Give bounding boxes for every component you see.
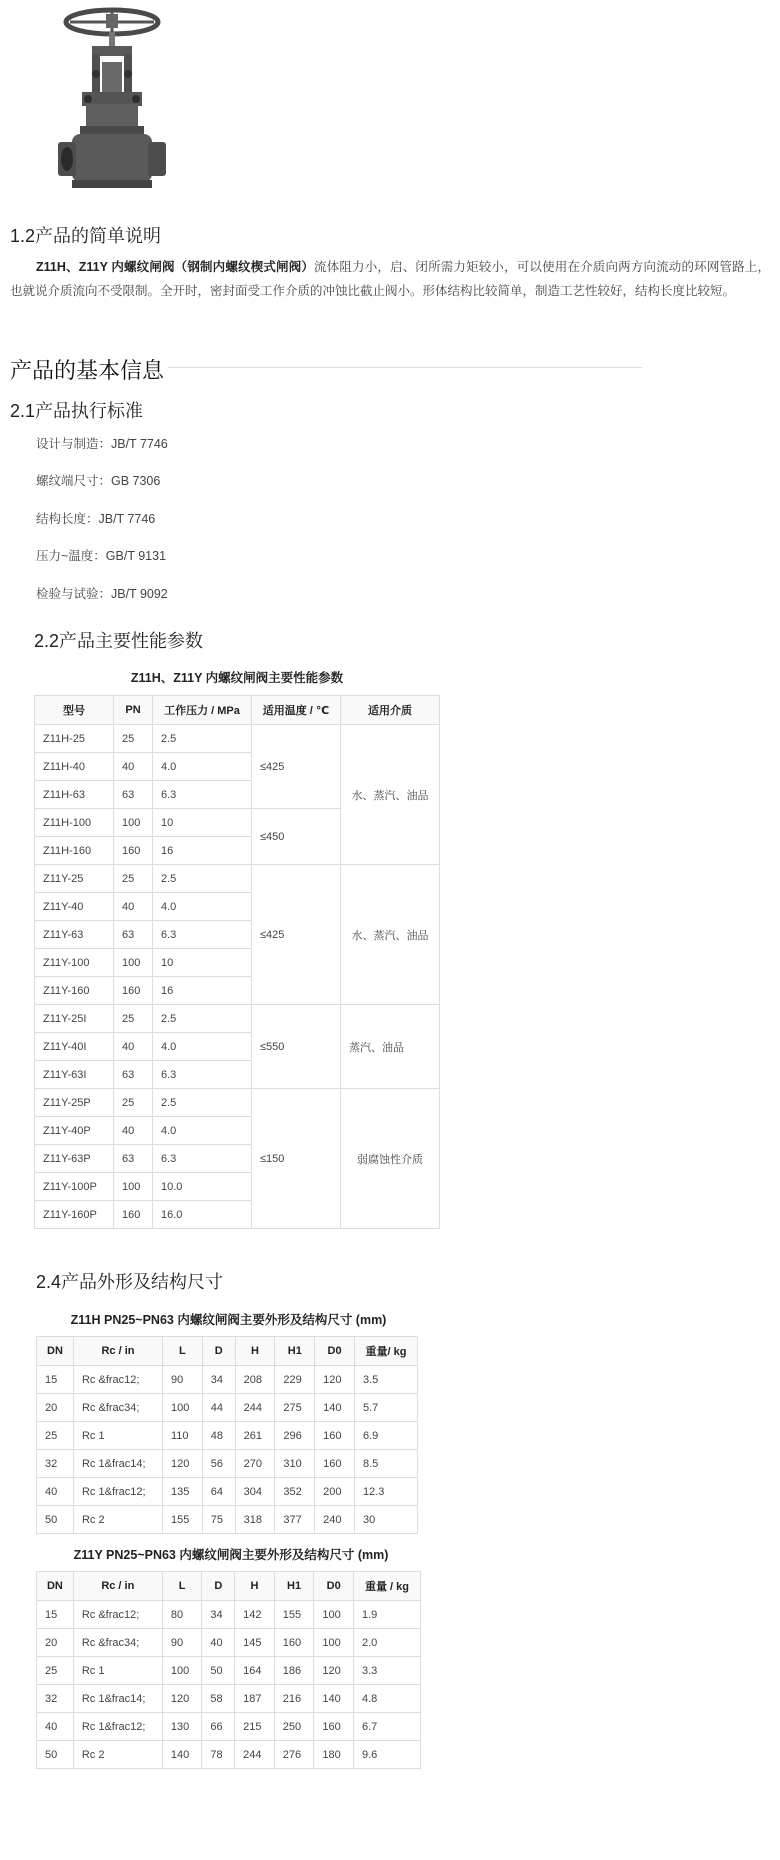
table-header-row: [35, 696, 440, 725]
pn-cell: 100: [114, 1173, 153, 1201]
d-cell: 58: [202, 1685, 235, 1713]
model-cell: Z11Y-160P: [35, 1201, 114, 1229]
column-header: H: [235, 1572, 275, 1601]
table-header-row: [37, 1337, 418, 1366]
table-row: [35, 1089, 440, 1117]
h-cell: 270: [235, 1450, 275, 1478]
weight-cell: 30: [355, 1506, 418, 1534]
column-header: Rc / in: [73, 1337, 162, 1366]
thread-cell: Rc 1&frac14;: [73, 1685, 162, 1713]
dn-cell: 50: [37, 1741, 74, 1769]
h1-cell: 155: [274, 1601, 314, 1629]
dn-cell: 50: [37, 1506, 74, 1534]
standard-item: 螺纹端尺寸：GB 7306: [36, 474, 161, 488]
temperature-cell: ≤450: [252, 809, 341, 865]
pn-cell: 160: [114, 1201, 153, 1229]
pressure-cell: 16: [153, 837, 252, 865]
weight-cell: 12.3: [355, 1478, 418, 1506]
standard-item: 结构长度：JB/T 7746: [36, 512, 156, 526]
pressure-cell: 16: [153, 977, 252, 1005]
model-cell: Z11Y-160: [35, 977, 114, 1005]
table-row: [37, 1450, 418, 1478]
dn-cell: 25: [37, 1657, 74, 1685]
model-cell: Z11Y-100: [35, 949, 114, 977]
pressure-cell: 16.0: [153, 1201, 252, 1229]
column-header: H: [235, 1337, 275, 1366]
pn-cell: 63: [114, 1145, 153, 1173]
h1-cell: 216: [274, 1685, 314, 1713]
column-header: L: [162, 1572, 202, 1601]
d-cell: 78: [202, 1741, 235, 1769]
model-cell: Z11Y-63I: [35, 1061, 114, 1089]
temperature-cell: ≤425: [252, 725, 341, 809]
weight-cell: 6.7: [354, 1713, 421, 1741]
h-cell: 304: [235, 1478, 275, 1506]
h-cell: 261: [235, 1422, 275, 1450]
z11h-dimension-table-caption: Z11H PN25~PN63 内螺纹闸阀主要外形及结构尺寸 (mm): [70, 1313, 387, 1327]
column-header: 型号: [35, 696, 114, 725]
model-cell: Z11H-160: [35, 837, 114, 865]
pressure-cell: 10: [153, 949, 252, 977]
table-row: [35, 725, 440, 753]
d0-cell: 140: [315, 1394, 355, 1422]
table-row: [37, 1478, 418, 1506]
pn-cell: 40: [114, 1117, 153, 1145]
thread-cell: Rc &frac12;: [73, 1601, 162, 1629]
pn-cell: 100: [114, 809, 153, 837]
d-cell: 48: [202, 1422, 235, 1450]
d0-cell: 160: [315, 1450, 355, 1478]
h-cell: 187: [235, 1685, 275, 1713]
thread-cell: Rc &frac12;: [73, 1366, 162, 1394]
weight-cell: 4.8: [354, 1685, 421, 1713]
weight-cell: 3.5: [355, 1366, 418, 1394]
model-cell: Z11Y-40P: [35, 1117, 114, 1145]
model-cell: Z11Y-40I: [35, 1033, 114, 1061]
thread-cell: Rc 2: [73, 1741, 162, 1769]
pn-cell: 25: [114, 865, 153, 893]
pn-cell: 25: [114, 1089, 153, 1117]
weight-cell: 1.9: [354, 1601, 421, 1629]
model-cell: Z11H-100: [35, 809, 114, 837]
pressure-cell: 2.5: [153, 1005, 252, 1033]
pressure-cell: 10: [153, 809, 252, 837]
section-1-2-title: 1.2产品的简单说明: [10, 226, 162, 246]
d-cell: 66: [202, 1713, 235, 1741]
table-row: [37, 1422, 418, 1450]
length-cell: 130: [162, 1713, 202, 1741]
table-row: [35, 1005, 440, 1033]
d0-cell: 200: [315, 1478, 355, 1506]
pn-cell: 25: [114, 1005, 153, 1033]
h1-cell: 310: [275, 1450, 315, 1478]
model-cell: Z11H-40: [35, 753, 114, 781]
heading-divider: [168, 367, 642, 368]
column-header: H1: [275, 1337, 315, 1366]
h1-cell: 229: [275, 1366, 315, 1394]
h1-cell: 352: [275, 1478, 315, 1506]
length-cell: 155: [162, 1506, 202, 1534]
pressure-cell: 6.3: [153, 781, 252, 809]
table-row: [37, 1741, 421, 1769]
column-header: D: [202, 1337, 235, 1366]
length-cell: 120: [162, 1685, 202, 1713]
length-cell: 140: [162, 1741, 202, 1769]
table-row: [37, 1394, 418, 1422]
d-cell: 44: [202, 1394, 235, 1422]
pn-cell: 100: [114, 949, 153, 977]
d0-cell: 100: [314, 1601, 354, 1629]
performance-table-caption: Z11H、Z11Y 内螺纹闸阀主要性能参数: [130, 671, 344, 685]
thread-cell: Rc 2: [73, 1506, 162, 1534]
h1-cell: 377: [275, 1506, 315, 1534]
h-cell: 318: [235, 1506, 275, 1534]
column-header: 适用介质: [341, 696, 440, 725]
table-row: [37, 1685, 421, 1713]
model-cell: Z11Y-63P: [35, 1145, 114, 1173]
column-header: D0: [314, 1572, 354, 1601]
h1-cell: 276: [274, 1741, 314, 1769]
pressure-cell: 10.0: [153, 1173, 252, 1201]
length-cell: 100: [162, 1394, 202, 1422]
z11h-dimension-table: [36, 1336, 418, 1534]
column-header: DN: [37, 1337, 74, 1366]
standard-item: 设计与制造：JB/T 7746: [36, 437, 168, 451]
pn-cell: 63: [114, 1061, 153, 1089]
h1-cell: 275: [275, 1394, 315, 1422]
thread-cell: Rc &frac34;: [73, 1629, 162, 1657]
pressure-cell: 2.5: [153, 725, 252, 753]
thread-cell: Rc 1: [73, 1657, 162, 1685]
temperature-cell: ≤150: [252, 1089, 341, 1229]
d0-cell: 140: [314, 1685, 354, 1713]
medium-cell: 水、蒸汽、油品: [341, 725, 440, 865]
dn-cell: 15: [37, 1366, 74, 1394]
column-header: H1: [274, 1572, 314, 1601]
weight-cell: 2.0: [354, 1629, 421, 1657]
pressure-cell: 6.3: [153, 921, 252, 949]
table-row: [37, 1713, 421, 1741]
pressure-cell: 6.3: [153, 1145, 252, 1173]
table-row: [37, 1657, 421, 1685]
dn-cell: 20: [37, 1629, 74, 1657]
length-cell: 135: [162, 1478, 202, 1506]
pn-cell: 40: [114, 1033, 153, 1061]
dn-cell: 32: [37, 1685, 74, 1713]
section-2-2-title: 2.2产品主要性能参数: [34, 631, 204, 651]
d-cell: 64: [202, 1478, 235, 1506]
model-cell: Z11Y-40: [35, 893, 114, 921]
d0-cell: 160: [314, 1713, 354, 1741]
length-cell: 90: [162, 1629, 202, 1657]
table-row: [35, 865, 440, 893]
dn-cell: 15: [37, 1601, 74, 1629]
length-cell: 120: [162, 1450, 202, 1478]
d0-cell: 120: [314, 1657, 354, 1685]
h-cell: 215: [235, 1713, 275, 1741]
dn-cell: 32: [37, 1450, 74, 1478]
pressure-cell: 2.5: [153, 865, 252, 893]
section-2-4-title: 2.4产品外形及结构尺寸: [36, 1272, 224, 1292]
length-cell: 110: [162, 1422, 202, 1450]
table-row: [37, 1366, 418, 1394]
weight-cell: 5.7: [355, 1394, 418, 1422]
column-header: Rc / in: [73, 1572, 162, 1601]
section-2-1-title: 2.1产品执行标准: [10, 401, 144, 421]
dn-cell: 40: [37, 1713, 74, 1741]
column-header: D: [202, 1572, 235, 1601]
thread-cell: Rc 1&frac14;: [73, 1450, 162, 1478]
dn-cell: 20: [37, 1394, 74, 1422]
column-header: PN: [114, 696, 153, 725]
h-cell: 208: [235, 1366, 275, 1394]
thread-cell: Rc 1: [73, 1422, 162, 1450]
column-header: 重量/ kg: [355, 1337, 418, 1366]
d-cell: 75: [202, 1506, 235, 1534]
d0-cell: 180: [314, 1741, 354, 1769]
valve-product-image: [52, 4, 172, 200]
pressure-cell: 6.3: [153, 1061, 252, 1089]
thread-cell: Rc 1&frac12;: [73, 1713, 162, 1741]
medium-cell: 水、蒸汽、油品: [341, 865, 440, 1005]
d-cell: 40: [202, 1629, 235, 1657]
pn-cell: 40: [114, 893, 153, 921]
pn-cell: 40: [114, 753, 153, 781]
pressure-cell: 4.0: [153, 893, 252, 921]
column-header: L: [162, 1337, 202, 1366]
dn-cell: 25: [37, 1422, 74, 1450]
column-header: 适用温度 / ℃: [252, 696, 341, 725]
pn-cell: 160: [114, 837, 153, 865]
column-header: DN: [37, 1572, 74, 1601]
medium-cell: 蒸汽、油品: [341, 1005, 440, 1089]
temperature-cell: ≤550: [252, 1005, 341, 1089]
weight-cell: 8.5: [355, 1450, 418, 1478]
weight-cell: 3.3: [354, 1657, 421, 1685]
z11y-dimension-table: [36, 1571, 421, 1769]
column-header: 工作压力 / MPa: [153, 696, 252, 725]
h1-cell: 160: [274, 1629, 314, 1657]
d-cell: 34: [202, 1366, 235, 1394]
model-cell: Z11Y-100P: [35, 1173, 114, 1201]
h1-cell: 250: [274, 1713, 314, 1741]
h-cell: 244: [235, 1741, 275, 1769]
table-row: [37, 1506, 418, 1534]
weight-cell: 9.6: [354, 1741, 421, 1769]
table-header-row: [37, 1572, 421, 1601]
table-row: [37, 1629, 421, 1657]
table-row: [37, 1601, 421, 1629]
pn-cell: 25: [114, 725, 153, 753]
h1-cell: 186: [274, 1657, 314, 1685]
d-cell: 34: [202, 1601, 235, 1629]
h1-cell: 296: [275, 1422, 315, 1450]
h-cell: 244: [235, 1394, 275, 1422]
d0-cell: 120: [315, 1366, 355, 1394]
pressure-cell: 4.0: [153, 1117, 252, 1145]
model-cell: Z11Y-25P: [35, 1089, 114, 1117]
d0-cell: 100: [314, 1629, 354, 1657]
description-lead: Z11H、Z11Y 内螺纹闸阀（钢制内螺纹楔式闸阀）: [36, 260, 315, 274]
pn-cell: 160: [114, 977, 153, 1005]
model-cell: Z11H-25: [35, 725, 114, 753]
column-header: 重量 / kg: [354, 1572, 421, 1601]
pn-cell: 63: [114, 781, 153, 809]
basic-info-heading: 产品的基本信息: [10, 358, 165, 383]
model-cell: Z11Y-25I: [35, 1005, 114, 1033]
performance-table: [34, 695, 440, 1229]
temperature-cell: ≤425: [252, 865, 341, 1005]
model-cell: Z11H-63: [35, 781, 114, 809]
d-cell: 56: [202, 1450, 235, 1478]
pressure-cell: 2.5: [153, 1089, 252, 1117]
pressure-cell: 4.0: [153, 1033, 252, 1061]
length-cell: 100: [162, 1657, 202, 1685]
dn-cell: 40: [37, 1478, 74, 1506]
weight-cell: 6.9: [355, 1422, 418, 1450]
section-1-2-description: [10, 255, 770, 303]
thread-cell: Rc &frac34;: [73, 1394, 162, 1422]
h-cell: 145: [235, 1629, 275, 1657]
h-cell: 142: [235, 1601, 275, 1629]
medium-cell: 弱腐蚀性介质: [341, 1089, 440, 1229]
description-body: 流体阻力小，启、闭所需力矩较小，可以使用在介质向两方向流动的环网管路上，也就说介质流向不受限制。全开时，密封面受工作介质的冲蚀比截止阀小。形体结构比较简单，制造工艺性较好，结构长度比较短。: [10, 260, 770, 298]
z11y-dimension-table-caption: Z11Y PN25~PN63 内螺纹闸阀主要外形及结构尺寸 (mm): [73, 1548, 389, 1562]
d0-cell: 240: [315, 1506, 355, 1534]
d-cell: 50: [202, 1657, 235, 1685]
column-header: D0: [315, 1337, 355, 1366]
standard-item: 检验与试验：JB/T 9092: [36, 587, 168, 601]
length-cell: 90: [162, 1366, 202, 1394]
h-cell: 164: [235, 1657, 275, 1685]
model-cell: Z11Y-63: [35, 921, 114, 949]
pn-cell: 63: [114, 921, 153, 949]
model-cell: Z11Y-25: [35, 865, 114, 893]
pressure-cell: 4.0: [153, 753, 252, 781]
thread-cell: Rc 1&frac12;: [73, 1478, 162, 1506]
length-cell: 80: [162, 1601, 202, 1629]
d0-cell: 160: [315, 1422, 355, 1450]
standard-item: 压力~温度：GB/T 9131: [36, 549, 167, 563]
